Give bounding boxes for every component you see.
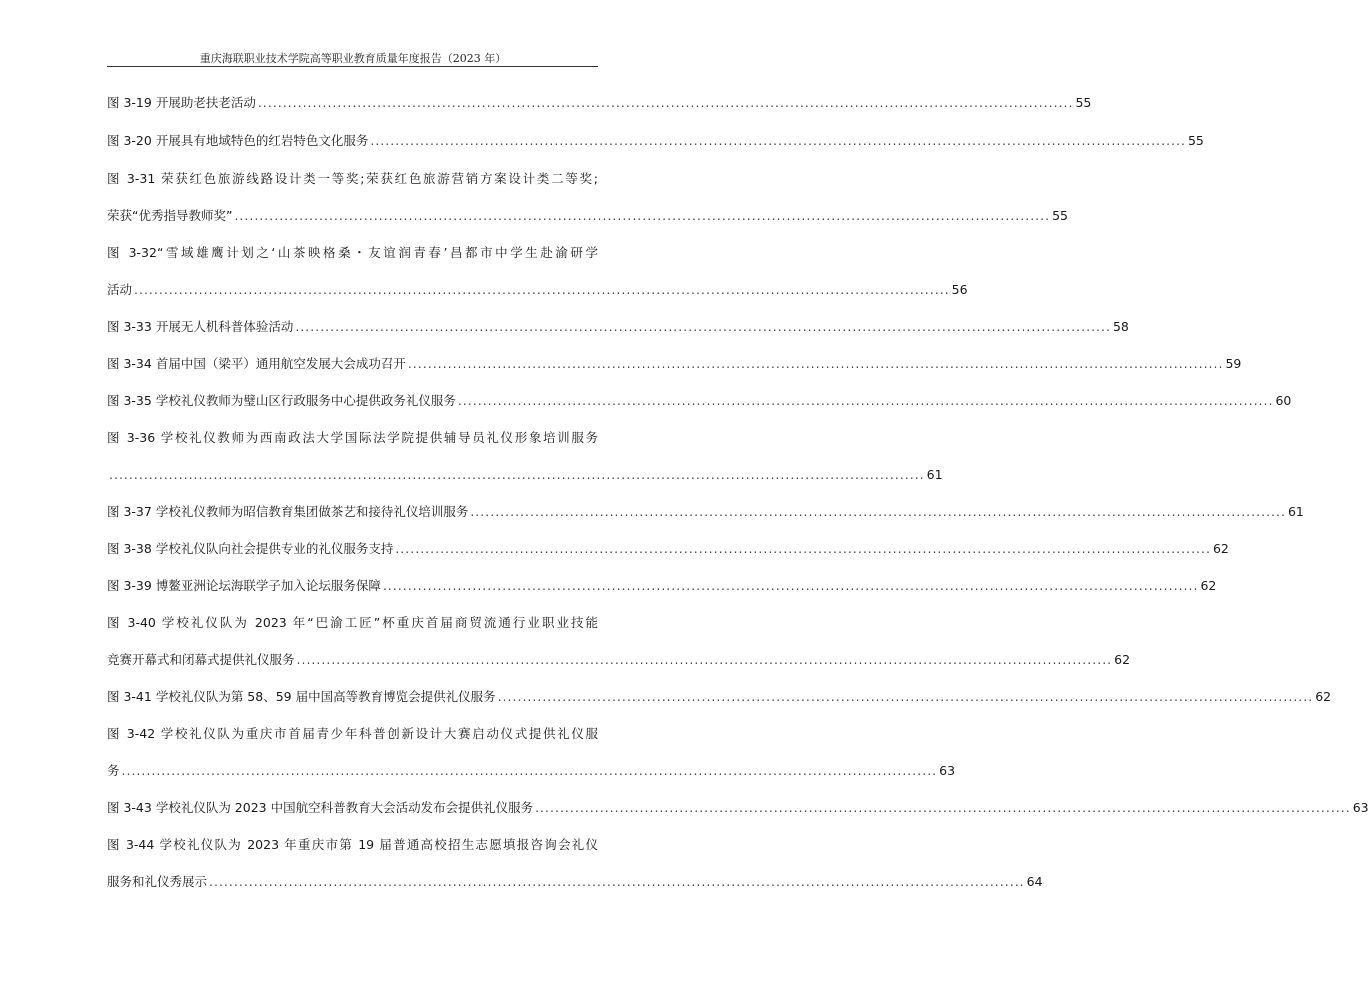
- toc-entry[interactable]: [107, 465, 943, 485]
- dot-leader: ....................................................................................................................................................................: [497, 689, 1314, 704]
- dot-leader: ....................................................................................................................................................................: [296, 652, 1113, 667]
- toc-entry-line[interactable]: 图 3-32“雪域雄鹰计划之‘山茶映格桑・友谊润青春’昌都市中学生赴渝研学: [107, 245, 598, 260]
- toc-entry[interactable]: [107, 502, 1304, 522]
- dot-leader: ....................................................................................................................................................................: [470, 504, 1286, 519]
- page-number: 56: [951, 282, 968, 297]
- entry-title: 图 3-33 开展无人机科普体验活动: [107, 319, 294, 334]
- toc-entry[interactable]: [107, 354, 1242, 374]
- entry-title: 竞赛开幕式和闭幕式提供礼仪服务: [107, 652, 295, 667]
- dot-leader: ....................................................................................................................................................................: [209, 874, 1025, 889]
- toc-entry[interactable]: [107, 650, 1131, 670]
- dot-leader: ....................................................................................................................................................................: [535, 800, 1351, 815]
- header-divider: [107, 66, 598, 67]
- entry-title: 活动: [107, 282, 133, 297]
- page-number: 62: [1212, 541, 1229, 556]
- running-header: 重庆海联职业技术学院高等职业教育质量年度报告（2023 年）: [199, 52, 507, 65]
- page-number: 55: [1052, 208, 1068, 223]
- entry-title: 图 3-39 博鳌亚洲论坛海联学子加入论坛服务保障: [107, 578, 381, 593]
- entry-title: 图 3-35 学校礼仪教师为璧山区行政服务中心提供政务礼仪服务: [107, 393, 456, 408]
- toc-entry[interactable]: [107, 687, 1332, 707]
- entry-title: 荣获“优秀指导教师奖”: [107, 208, 233, 223]
- page-number: 58: [1112, 319, 1129, 334]
- dot-leader: ....................................................................................................................................................................: [257, 95, 1074, 110]
- dot-leader: ....................................................................................................................................................................: [370, 133, 1186, 148]
- entry-title: 图 3-38 学校礼仪队向社会提供专业的礼仪服务支持: [107, 541, 394, 556]
- toc-entry[interactable]: [107, 872, 1043, 892]
- page-number: 62: [1114, 652, 1131, 667]
- page-number: 63: [1352, 800, 1369, 815]
- entry-title: 务: [107, 763, 120, 778]
- entry-title: 图 3-41 学校礼仪队为第 58、59 届中国高等教育博览会提供礼仪服务: [107, 689, 496, 704]
- toc-entry-line[interactable]: 图 3-42 学校礼仪队为重庆市首届青少年科普创新设计大赛启动仪式提供礼仪服: [107, 726, 598, 741]
- toc-entry-line[interactable]: 图 3-36 学校礼仪教师为西南政法大学国际法学院提供辅导员礼仪形象培训服务: [107, 430, 598, 445]
- page-number: 61: [1287, 504, 1304, 519]
- dot-leader: ....................................................................................................................................................................: [382, 578, 1199, 593]
- page-number: 61: [926, 467, 943, 482]
- toc-entry[interactable]: [107, 391, 1292, 411]
- dot-leader: ....................................................................................................................................................................: [121, 763, 938, 778]
- dot-leader: ....................................................................................................................................................................: [457, 393, 1274, 408]
- dot-leader: ....................................................................................................................................................................: [134, 282, 950, 297]
- dot-leader: ....................................................................................................................................................................: [395, 541, 1211, 556]
- toc-entry-line[interactable]: 图 3-40 学校礼仪队为 2023 年“巴渝工匠”杯重庆首届商贸流通行业职业技能: [107, 615, 598, 630]
- dot-leader: ....................................................................................................................................................................: [295, 319, 1111, 334]
- page-number: 62: [1200, 578, 1217, 593]
- dot-leader: ....................................................................................................................................................................: [407, 356, 1224, 371]
- page-number: 55: [1075, 95, 1092, 110]
- page-number: 62: [1315, 689, 1332, 704]
- page-number: 63: [939, 763, 956, 778]
- toc-entry[interactable]: [107, 93, 1092, 113]
- toc-entry[interactable]: [107, 280, 968, 300]
- toc-entry[interactable]: [107, 798, 1369, 818]
- toc-entry[interactable]: [107, 539, 1229, 559]
- toc-entry[interactable]: [107, 576, 1217, 596]
- page-number: 64: [1026, 874, 1043, 889]
- toc-entry-line[interactable]: 图 3-31 荣获红色旅游线路设计类一等奖;荣获红色旅游营销方案设计类二等奖;: [107, 171, 598, 186]
- dot-leader: ....................................................................................................................................................................: [109, 467, 925, 482]
- entry-title: 图 3-20 开展具有地域特色的红岩特色文化服务: [107, 133, 369, 148]
- toc-entry[interactable]: [107, 206, 1068, 226]
- page-number: 59: [1225, 356, 1242, 371]
- entry-title: 服务和礼仪秀展示: [107, 874, 208, 889]
- toc-entry[interactable]: [107, 317, 1129, 337]
- toc-entry-line[interactable]: 图 3-44 学校礼仪队为 2023 年重庆市第 19 届普通高校招生志愿填报咨询会礼仪: [107, 837, 598, 852]
- toc-entry[interactable]: [107, 131, 1204, 151]
- page-number: 55: [1187, 133, 1204, 148]
- entry-title: 图 3-37 学校礼仪教师为昭信教育集团做茶艺和接待礼仪培训服务: [107, 504, 469, 519]
- dot-leader: ....................................................................................................................................................................: [234, 208, 1051, 223]
- entry-title: 图 3-34 首届中国（梁平）通用航空发展大会成功召开: [107, 356, 406, 371]
- entry-title: 图 3-43 学校礼仪队为 2023 中国航空科普教育大会活动发布会提供礼仪服务: [107, 800, 534, 815]
- entry-title: 图 3-19 开展助老扶老活动: [107, 95, 256, 110]
- page-number: 60: [1275, 393, 1292, 408]
- toc-entry[interactable]: [107, 761, 956, 781]
